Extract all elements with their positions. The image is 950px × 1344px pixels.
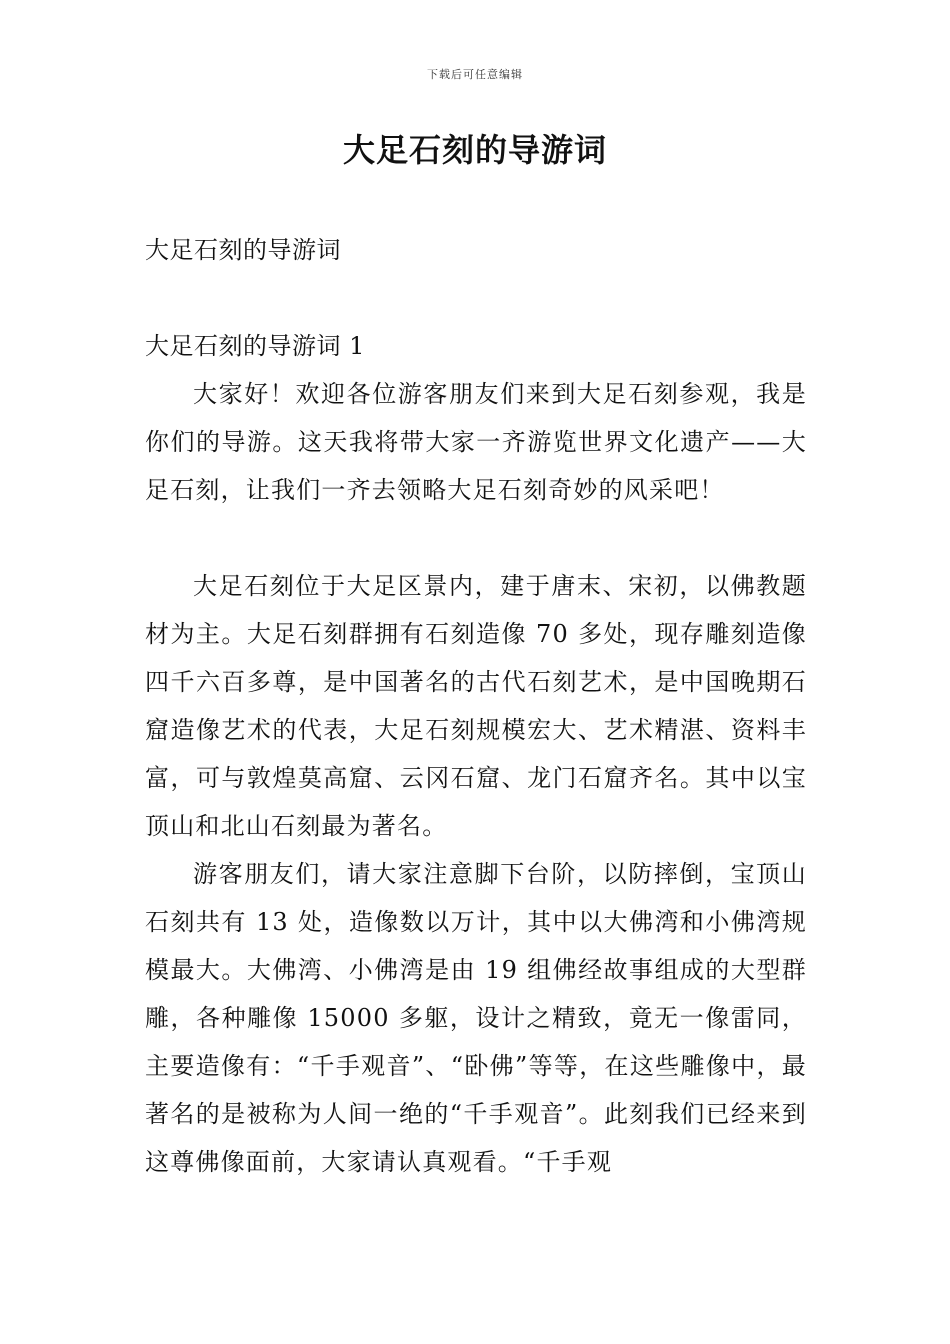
subtitle: 大足石刻的导游词 bbox=[145, 236, 341, 264]
paragraph-3: 游客朋友们，请大家注意脚下台阶，以防摔倒，宝顶山石刻共有 13 处，造像数以万计，其中以大佛湾和小佛湾规模最大。大佛湾、小佛湾是由 19 组佛经故事组成的大型群雕，各种雕像 15000 多躯，设计之精致，竟无一像雷同，主要造像有：“千手观音”、“卧佛”等等，在这些雕像中，最著名的是被称为人间一绝的“千手观音”。此刻我们已经来到这尊佛像面前，大家请认真观看。“千手观 bbox=[145, 860, 807, 1176]
document-title: 大足石刻的导游词 bbox=[342, 131, 607, 169]
section-title: 大足石刻的导游词 1 bbox=[145, 332, 365, 360]
paragraph-2: 大足石刻位于大足区景内，建于唐末、宋初，以佛教题材为主。大足石刻群拥有石刻造像 70 多处，现存雕刻造像四千六百多尊，是中国著名的古代石刻艺术，是中国晚期石窟造像艺术的代表，大足石刻规模宏大、艺术精湛、资料丰富，可与敦煌莫高窟、云冈石窟、龙门石窟齐名。其中以宝顶山和北山石刻最为著名。 bbox=[145, 572, 807, 840]
header-note: 下载后可任意编辑 bbox=[427, 68, 523, 81]
document-body bbox=[145, 226, 807, 1186]
paragraph-1: 大家好！欢迎各位游客朋友们来到大足石刻参观，我是你们的导游。这天我将带大家一齐游览世界文化遗产——大足石刻，让我们一齐去领略大足石刻奇妙的风采吧！ bbox=[145, 380, 807, 504]
paragraph-spacer bbox=[145, 514, 807, 562]
